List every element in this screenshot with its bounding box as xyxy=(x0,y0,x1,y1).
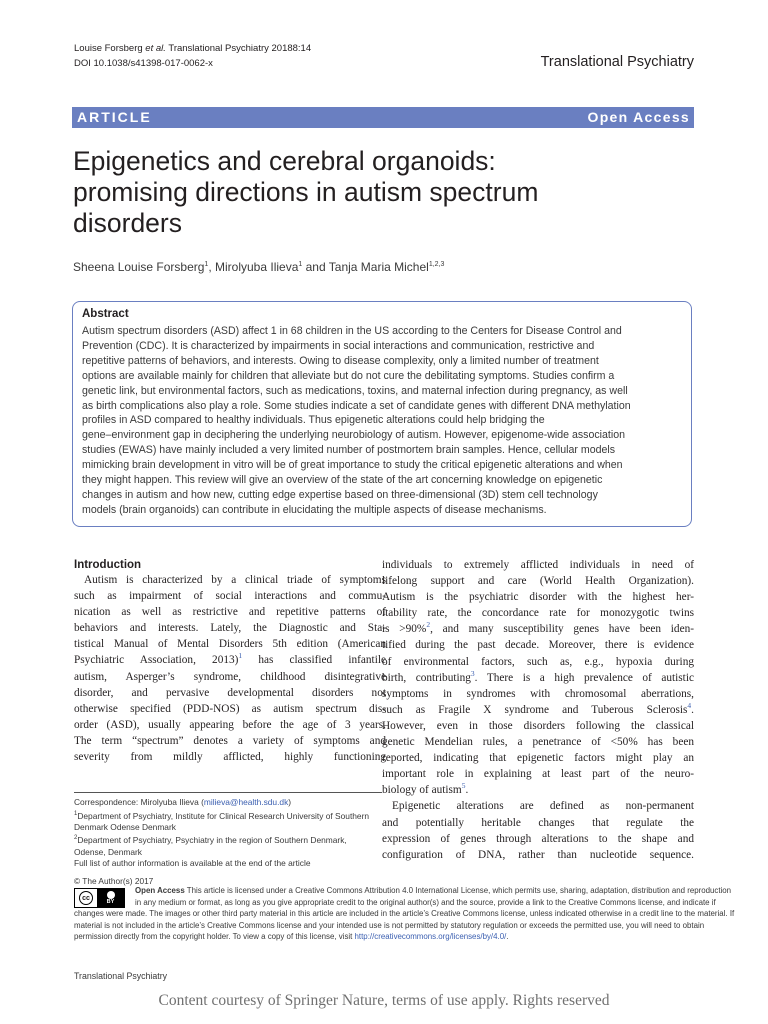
abstract-line: Prevention (CDC). It is characterized by impairments in social interactions and communication, restrictive and xyxy=(82,339,595,352)
body-line: The term “spectrum” denotes a variety of symptoms and xyxy=(74,734,386,747)
body-line: autism, Asperger’s syndrome, childhood disintegrative xyxy=(74,670,386,683)
title-line: Epigenetics and cerebral organoids: xyxy=(73,146,496,176)
author-info-note: Full list of author information is available at the end of the article xyxy=(74,858,311,869)
license-line: in any medium or format, as long as you give appropriate credit to the original author(s) and the source, provide a link to the Creative Commons license, and indicate if xyxy=(135,897,716,907)
correspondence-email-link[interactable]: milieva@health.sdu.dk xyxy=(203,797,289,807)
body-line: order (ASD), usually appearing before the age of 3 years. xyxy=(74,718,386,731)
body-line: lifelong support and care (World Health Organization). xyxy=(382,575,694,588)
abstract-line: genetic link, but environmental factors, such as medications, toxins, and maternal infection during pregnancy, as well xyxy=(82,384,628,397)
license-line: changes were made. The images or other third party material in this article are included in the article’s Creative Commons license, unless indicated otherwise in a credit line to the material. If xyxy=(74,909,735,919)
cc-logo-icon: cc xyxy=(75,889,97,907)
author-name: Tanja Maria Michel xyxy=(328,260,429,274)
body-line: nication as well as restrictive and repetitive patterns of xyxy=(74,606,386,619)
open-access-label: Open Access xyxy=(587,109,690,125)
body-line: of environmental factors, such as, e.g., hypoxia during xyxy=(382,655,694,668)
body-line: genetic Mendelian rules, a penetrance of <50% has been xyxy=(382,736,694,749)
abstract-line: models (brain organoids) can contribute in elucidating the multiple aspects of disease mechanisms. xyxy=(82,503,547,516)
license-line: material is not included in the article’s Creative Commons license and your intended use is not permitted by statutory regulation or exceeds the permitted use, you will need to obtain xyxy=(74,920,705,930)
body-line: Autism is the psychiatric disorder with the highest her- xyxy=(382,591,694,604)
affiliation-marker: 1,2,3 xyxy=(428,261,445,268)
correspondence-line: Correspondence: Mirolyuba Ilieva (milieva@health.sdu.dk) xyxy=(74,797,292,807)
license-line: Open Access This article is licensed under a Creative Commons Attribution 4.0 International License, which permits use, sharing, adaptation, distribution and reproduction xyxy=(135,886,732,895)
body-line: Autism is characterized by a clinical triade of symptoms xyxy=(84,574,386,586)
affiliation-marker: 1 xyxy=(204,261,209,268)
author-name: Sheena Louise Forsberg xyxy=(73,260,205,274)
abstract-text xyxy=(82,324,688,518)
body-line: such as Fragile X syndrome and Tuberous Sclerosis$^4$. xyxy=(382,701,694,716)
article-title xyxy=(73,146,693,239)
author-list: Sheena Louise Forsberg$^1$, Mirolyuba Ilieva$^1$ and Tanja Maria Michel$^{1,2,3}$ xyxy=(73,260,445,274)
abstract-line: they might happen. This review will give an overview of the state of the art concerning knowledge on epigenetic xyxy=(82,474,603,487)
body-line: expression of genes through alterations to the shape and xyxy=(382,832,694,845)
citation-ref[interactable]: 3 xyxy=(470,668,475,678)
body-line: itability rate, the concordance rate for monozygotic twins xyxy=(382,607,694,620)
article-label: ARTICLE xyxy=(77,109,152,125)
abstract-heading: Abstract xyxy=(82,308,129,320)
body-line: reported, indicating that epigenetic factors might play an xyxy=(382,752,694,765)
section-heading-introduction: Introduction xyxy=(74,559,142,571)
footnote-divider xyxy=(74,792,382,793)
footer-journal-name: Translational Psychiatry xyxy=(74,971,168,981)
watermark-text: Content courtesy of Springer Nature, terms of use apply. Rights reserved xyxy=(158,992,610,1009)
body-line: and potentially heritable changes that regulate the xyxy=(382,816,694,829)
abstract-line: as birth complications also play a role. Some studies indicate a set of candidate genes with different DNA methylation xyxy=(82,399,631,412)
body-line: configuration of DNA, rather than nucleotide sequence. xyxy=(382,848,694,861)
abstract-line: gene–environment gap in deciphering the underlying neurobiology of autism. However, epigenome-wide association xyxy=(82,429,625,442)
affiliation-line: $^2$Department of Psychiatry, Psychiatry in the region of Southern Denmark, xyxy=(74,835,347,846)
abstract-line: mimicking brain development in vitro will be of great importance to study the critical epigenetic alterations and when xyxy=(82,459,623,472)
body-line: important role in explaining at least part of the neuro- xyxy=(382,768,694,781)
affiliation-line: Denmark Odense Denmark xyxy=(74,821,176,832)
article-type-banner xyxy=(72,107,694,128)
license-text xyxy=(74,885,735,943)
title-line: disorders xyxy=(73,208,182,238)
citation-ref[interactable]: 5 xyxy=(461,781,466,791)
journal-name: Translational Psychiatry xyxy=(540,54,694,70)
body-line: biology of autism$^5$. xyxy=(382,781,469,797)
body-line: severity from mildly afflicted, highly functioning xyxy=(74,751,386,764)
doi-line[interactable]: DOI 10.1038/s41398-017-0062-x xyxy=(74,58,213,69)
body-line: However, even in those disorders following the classical xyxy=(382,719,694,732)
affiliation-marker: 1 xyxy=(298,261,303,268)
abstract-line: Autism spectrum disorders (ASD) affect 1 in 68 children in the US according to the Centers for Disease Control and xyxy=(82,325,622,337)
affiliation-line: Odense, Denmark xyxy=(74,846,142,857)
body-line: individuals to extremely afflicted individuals in need of xyxy=(382,559,694,571)
body-line: Psychiatric Association, 2013)$^1$ has classified infantile xyxy=(74,651,386,667)
abstract-line: options are available mainly for children that alleviate but do not cure the debilitating symptoms. Studies confirm a xyxy=(82,369,615,382)
body-line: Epigenetic alterations are defined as non-permanent xyxy=(392,800,694,813)
title-line: promising directions in autism spectrum xyxy=(73,177,539,207)
license-url-link[interactable]: http://creativecommons.org/licenses/by/4.0/ xyxy=(354,932,507,942)
body-line: disorder, and pervasive developmental disorders not xyxy=(74,686,386,699)
body-line: tistical Manual of Mental Disorders 5th edition (American xyxy=(74,638,386,651)
copyright-notice: © The Author(s) 2017 xyxy=(74,876,154,886)
citation-ref[interactable]: 2 xyxy=(426,620,431,630)
citation-header xyxy=(74,41,311,71)
citation-ref[interactable]: 4 xyxy=(687,701,692,711)
abstract-line: changes in autism and how new, cutting edge expertise based on three-dimensional (3D) stem cell technology xyxy=(82,488,598,501)
body-line: behaviors and interests. Lately, the Diagnostic and Sta- xyxy=(74,622,386,635)
body-line: such as impairment of social interactions and commu- xyxy=(74,590,386,603)
affiliation-line: $^1$Department of Psychiatry, Institute for Clinical Research University of Southern xyxy=(74,810,370,821)
body-line: symptoms in syndromes with chromosomal aberrations, xyxy=(382,687,694,700)
abstract-line: profiles in ASD compared to healthy individuals. Thus epigenetic alterations could help bridging the xyxy=(82,414,545,427)
body-line: is >90%$^2$, and many susceptibility genes have been iden- xyxy=(382,620,694,636)
footnotes xyxy=(74,797,384,870)
cc-by-icon: BY xyxy=(97,889,124,907)
body-column-right xyxy=(382,557,694,863)
license-line: permission directly from the copyright holder. To view a copy of this license, visit http://creativecommons.org/licenses/by/4.0/. xyxy=(74,932,509,942)
author-name: Mirolyuba Ilieva xyxy=(215,260,299,274)
citation-line: Louise Forsberg et al. Translational Psychiatry 20188:14 xyxy=(74,43,312,54)
abstract-line: repetitive patterns of behaviors, and interests. Owing to disease complexity, only a limited number of treatment xyxy=(82,354,599,367)
citation-ref[interactable]: 1 xyxy=(238,651,243,661)
abstract-line: studies (EWAS) have mainly included a very limited number of postmortem brain samples. Hence, cellular models xyxy=(82,444,616,457)
body-line: tified during the past decade. Moreover, there is evidence xyxy=(382,639,694,652)
body-line: otherwise specified (PDD-NOS) as autism spectrum dis- xyxy=(74,702,386,715)
body-line: birth, contributing$^3$. There is a high prevalence of autistic xyxy=(382,668,694,684)
body-column-left xyxy=(74,559,386,765)
